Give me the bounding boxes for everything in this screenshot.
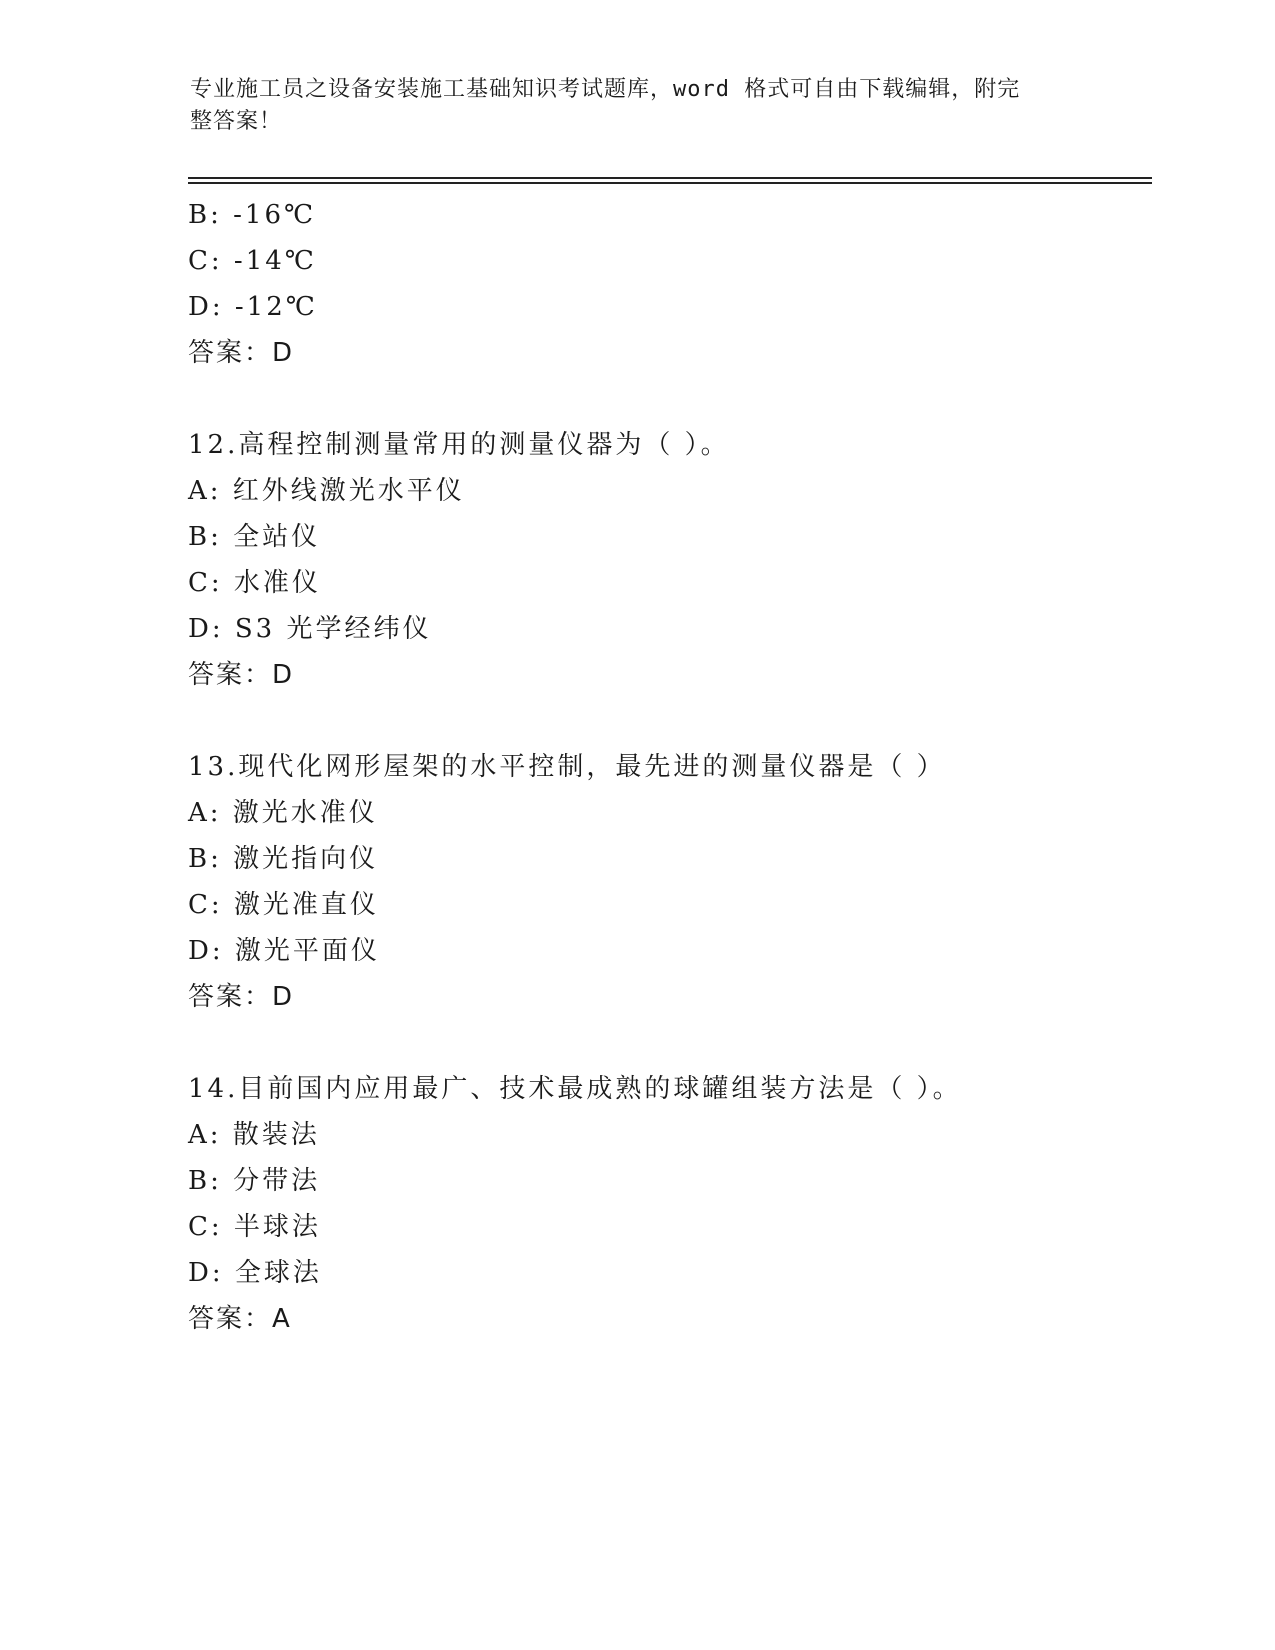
answer-line: 答案：D — [188, 660, 295, 690]
option-b: B: -16℃ — [188, 200, 317, 230]
option-c: C: 水准仪 — [188, 568, 321, 598]
question-text: 14.目前国内应用最广、技术最成熟的球罐组装方法是（ ）。 — [188, 1074, 962, 1104]
question-block-14 — [188, 1066, 1148, 1342]
spacer — [188, 376, 1148, 422]
option-c: C: 半球法 — [188, 1212, 321, 1242]
option-c: C: 激光准直仪 — [188, 890, 379, 920]
option-a: A: 激光水准仪 — [188, 798, 378, 828]
header-line-1: 专业施工员之设备安装施工基础知识考试题库，word 格式可自由下载编辑，附完 — [190, 77, 1021, 102]
spacer — [188, 698, 1148, 744]
answer-line: 答案：A — [188, 1304, 292, 1334]
header-line-2: 整答案！ — [190, 109, 283, 134]
option-b: B: 全站仪 — [188, 522, 321, 552]
header-divider-top — [188, 177, 1152, 179]
option-b: B: 激光指向仪 — [188, 844, 379, 874]
header-divider-bottom — [188, 182, 1152, 184]
option-d: D: 全球法 — [188, 1258, 322, 1288]
question-block-12 — [188, 422, 1148, 698]
answer-line: 答案：D — [188, 338, 295, 368]
answer-line: 答案：D — [188, 982, 295, 1012]
option-d: D: 激光平面仪 — [188, 936, 380, 966]
question-list — [188, 192, 1148, 1342]
question-text: 12.高程控制测量常用的测量仪器为（ ）。 — [188, 430, 730, 460]
option-d: D: -12℃ — [188, 292, 318, 322]
spacer — [188, 1020, 1148, 1066]
option-c: C: -14℃ — [188, 246, 317, 276]
document-header — [190, 74, 1090, 138]
option-a: A: 散装法 — [188, 1120, 320, 1150]
question-block-13 — [188, 744, 1148, 1020]
option-d: D: S3 光学经纬仪 — [188, 614, 432, 644]
question-text: 13.现代化网形屋架的水平控制，最先进的测量仪器是（ ） — [188, 752, 946, 782]
option-a: A: 红外线激光水平仪 — [188, 476, 465, 506]
option-b: B: 分带法 — [188, 1166, 321, 1196]
question-block-11 — [188, 192, 1148, 376]
